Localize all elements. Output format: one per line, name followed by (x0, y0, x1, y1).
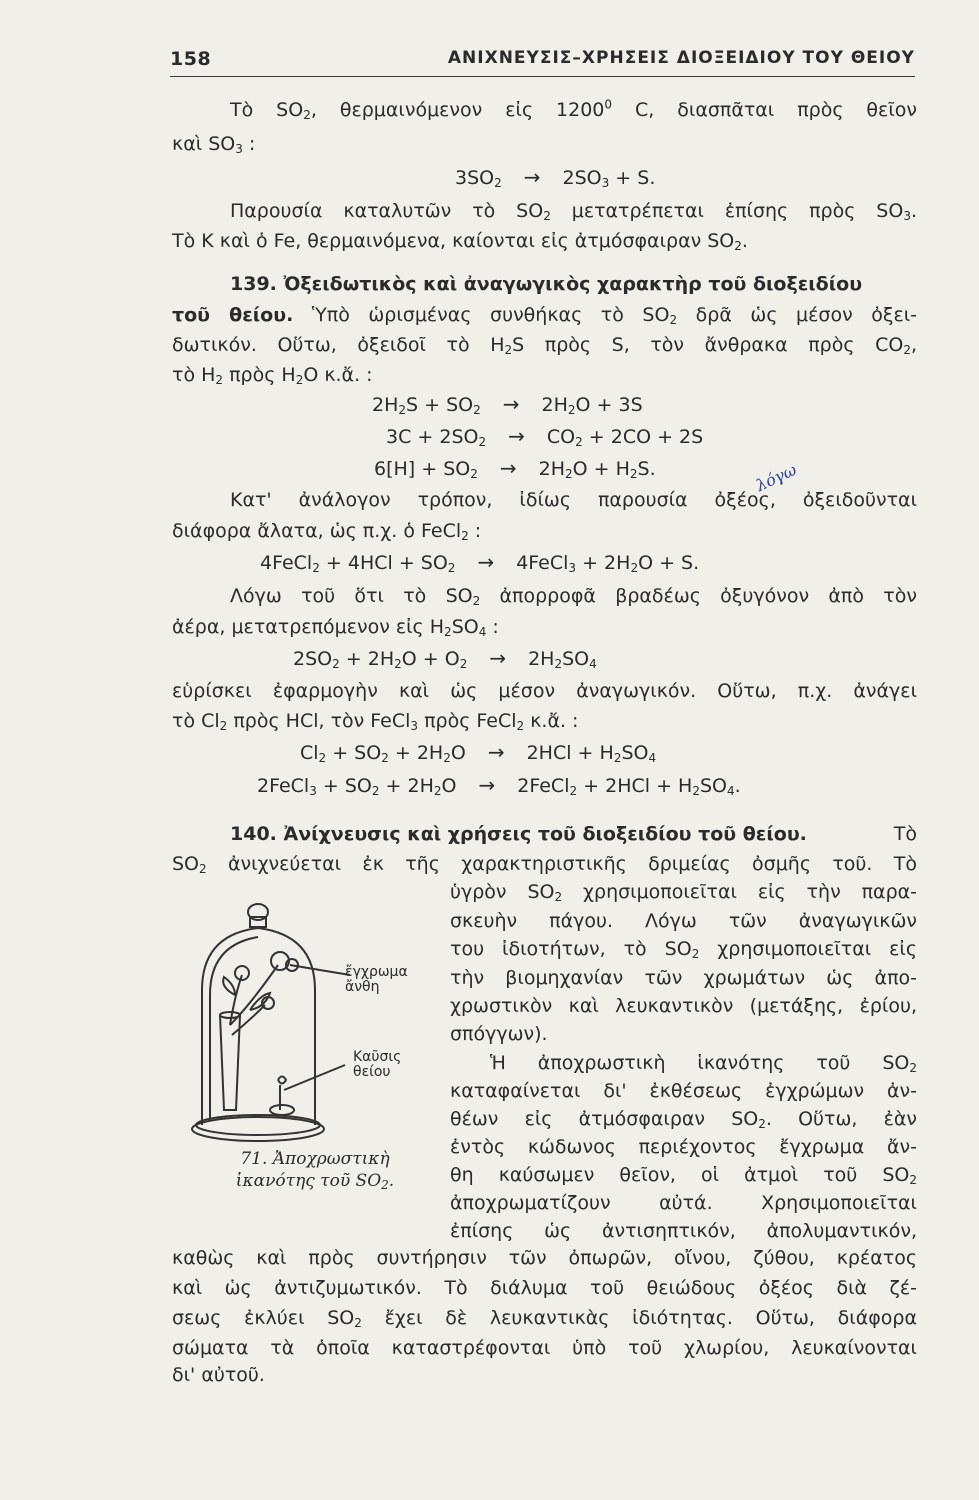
paragraph-line: ὑγρὸν $SO_2$ χρησιμοποιεῖται εἰς τὴν παρα- (450, 881, 918, 904)
section-heading-139: 139. Ὀξειδωτικὸς καὶ ἀναγωγικὸς χαρακτὴρ τοῦ διοξειδίου (230, 273, 863, 295)
equation: 2FeCl$_3$ + $SO_2 + 2H_2O$ → 2FeCl$_2$ + $2HCl + H_2SO_4$. (257, 773, 741, 798)
paragraph-line: ἀποχρωματίζουν αὐτά. Χρησιμοποιεῖται (450, 1192, 917, 1214)
paragraph-line: θη καύσωμεν θεῖον, οἱ ἀτμοὶ τοῦ $SO_2$ (450, 1164, 917, 1187)
paragraph-line: Κατ' ἀνάλογον τρόπον, ἰδίως παρουσία ὀξέος, ὀξειδοῦνται (230, 489, 917, 511)
handwritten-note: λόγω (752, 459, 800, 496)
figure-caption: 71. Ἀποχρωστικὴ ἱκανότης τοῦ $SO_2$. (235, 1149, 395, 1192)
paragraph-line: διάφορα ἄλατα, ὡς π.χ. ὁ FeCl$_2$ : (172, 520, 482, 543)
paragraph-line: σώματα τὰ ὁποῖα καταστρέφονται ὑπὸ τοῦ χλωρίου, λευκαίνονται (172, 1337, 917, 1359)
paragraph-line: του ἰδιοτήτων, τὸ $SO_2$ χρησιμοποιεῖται εἰς (450, 938, 917, 961)
paragraph-line: Τὸ $SO_2$, θερμαινόμενον εἰς 1200$^0$ C, διασπᾶται πρὸς θεῖον (230, 97, 917, 122)
header-rule (170, 76, 915, 77)
paragraph-line: ἐντὸς κώδωνος περιέχοντος ἔγχρωμα ἄν- (450, 1136, 917, 1158)
paragraph-line: τὸ $H_2$ πρὸς $H_2O$ κ.ἄ. : (172, 364, 373, 387)
equation: $2H_2S + SO_2 \to 2H_2O + 3S$ (372, 392, 643, 417)
paragraph-line: καθὼς καὶ πρὸς συντήρησιν τῶν ὀπωρῶν, οἴνου, ζύθου, κρέατος (172, 1247, 917, 1269)
paragraph-line: εὑρίσκει ἐφαρμογὴν καὶ ὡς μέσον ἀναγωγικόν. Οὕτω, π.χ. ἀνάγει (172, 680, 917, 702)
equation: $Cl_2 + SO_2 + 2H_2O \to 2HCl + H_2SO_4$ (300, 740, 657, 765)
paragraph-line: σεως ἐκλύει $SO_2$ ἔχει δὲ λευκαντικὰς ἰδιότητας. Οὕτω, διάφορα (172, 1307, 917, 1330)
paragraph-line: καταφαίνεται δι' ἐκθέσεως ἐγχρώμων ἀν- (450, 1080, 917, 1102)
page-header (170, 40, 915, 76)
equation: $3C + 2SO_2 \to CO_2 + 2CO + 2S$ (386, 424, 704, 449)
paragraph-line: σκευὴν πάγου. Λόγω τῶν ἀναγωγικῶν (450, 910, 917, 932)
paragraph-line: $SO_2$ ἀνιχνεύεται ἐκ τῆς χαρακτηριστικῆς δριμείας ὀσμῆς τοῦ. Τὸ (172, 853, 917, 876)
figure-bell-jar (180, 895, 430, 1145)
figure-label-sulfur: Καῦσις θείου (353, 1049, 402, 1080)
paragraph-line: δι' αὐτοῦ. (172, 1364, 265, 1386)
paragraph-line: τὸ $Cl_2$ πρὸς HCl, τὸν FeCl$_3$ πρὸς FeCl$_2$ κ.ἄ. : (172, 710, 579, 733)
page-number: 158 (170, 48, 212, 70)
figure-label-flowers: ἔγχρωμα ἄνθη (345, 964, 408, 995)
running-head: ΑΝΙΧΝΕΥΣΙΣ–ΧΡΗΣΕΙΣ ΔΙΟΞΕΙΔΙΟΥ ΤΟΥ ΘΕΙΟΥ (447, 48, 915, 68)
paragraph-line: ἀέρα, μετατρεπόμενον εἰς $H_2SO_4$ : (172, 616, 499, 639)
paragraph-line: θέων εἰς ἀτμόσφαιραν $SO_2$. Οὕτω, ἐὰν (450, 1108, 917, 1131)
section-heading-140: 140. Ἀνίχνευσις καὶ χρήσεις τοῦ διοξειδίου τοῦ θείου. Τὸ (230, 823, 917, 845)
equation: $3SO_2 \to 2SO_3 + S$. (455, 165, 656, 190)
paragraph-line: καὶ $SO_3$ : (172, 133, 256, 156)
paragraph-line: τὴν βιομηχανίαν τῶν χρωμάτων ὡς ἀπο- (450, 967, 917, 989)
paragraph-line: χρωστικὸν καὶ λευκαντικὸν (μετάξης, ἐρίου, (450, 995, 917, 1017)
paragraph-line: Τὸ Κ καὶ ὁ Fe, θερμαινόμενα, καίονται εἰς ἀτμόσφαιραν $SO_2$. (172, 230, 748, 253)
bell-jar-illustration (180, 895, 430, 1145)
paragraph-line: καὶ ὡς ἀντιζυμωτικόν. Τὸ διάλυμα τοῦ θειώδους ὀξέος διὰ ζέ- (172, 1277, 917, 1299)
paragraph-line: τοῦ θείου. Ὑπὸ ὡρισμένας συνθήκας τὸ $SO_2$ δρᾶ ὡς μέσον ὀξει- (172, 304, 918, 327)
equation: $6[H] + SO_2 \to 2H_2O + H_2S$. (374, 456, 656, 481)
paragraph-line: ἐπίσης ὡς ἀντισηπτικόν, ἀπολυμαντικόν, (450, 1220, 917, 1242)
equation: $2SO_2 + 2H_2O + O_2 \to 2H_2SO_4$ (293, 646, 597, 671)
equation: 4FeCl$_2$ + $4HCl + SO_2$ → 4FeCl$_3$ + $2H_2O + S$. (260, 550, 700, 575)
paragraph-line: Ἡ ἀποχρωστικὴ ἱκανότης τοῦ $SO_2$ (490, 1052, 917, 1075)
paragraph-line: σπόγγων). (450, 1023, 548, 1045)
paragraph-line: Λόγω τοῦ ὅτι τὸ $SO_2$ ἀπορροφᾶ βραδέως ὀξυγόνον ἀπὸ τὸν (230, 585, 917, 608)
paragraph-line: Παρουσία καταλυτῶν τὸ $SO_2$ μετατρέπεται ἐπίσης πρὸς $SO_3$. (230, 200, 918, 223)
paragraph-line: δωτικόν. Οὕτω, ὀξειδοῖ τὸ $H_2S$ πρὸς S, τὸν ἄνθρακα πρὸς $CO_2$, (172, 334, 917, 357)
